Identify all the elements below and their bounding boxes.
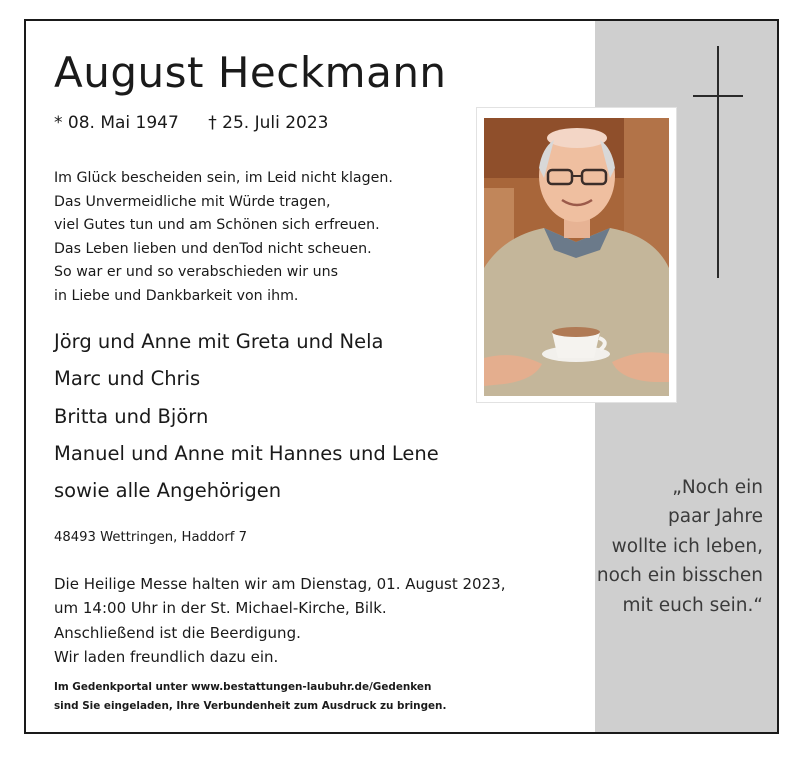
service-line: Wir laden freundlich dazu ein. (54, 647, 279, 666)
quote-line: paar Jahre (667, 506, 763, 528)
mourner-line: Marc und Chris (54, 367, 201, 391)
poem (54, 167, 393, 309)
obituary-notice (24, 19, 779, 734)
poem-line: in Liebe und Dankbarkeit von ihm. (54, 287, 299, 304)
poem-line: Das Unvermeidliche mit Würde tragen, (54, 193, 331, 210)
poem-line: Das Leben lieben und denTod nicht scheuen. (54, 240, 372, 257)
memorial-portal-note (54, 678, 446, 716)
poem-line: So war er und so verabschieden wir uns (54, 264, 338, 281)
mourner-line: sowie alle Angehörigen (54, 479, 282, 503)
birth-date: * 08. Mai 1947 (54, 113, 179, 133)
deceased-name: August Heckmann (54, 48, 447, 97)
quote-line: noch ein bisschen (596, 565, 763, 587)
cross-bar (693, 95, 743, 97)
mourners-list (54, 323, 439, 509)
quote-line: mit euch sein.“ (622, 594, 763, 616)
mourner-line: Manuel und Anne mit Hannes und Lene (54, 441, 439, 465)
family-address: 48493 Wettringen, Haddorf 7 (54, 530, 247, 545)
portrait-photo (484, 118, 669, 396)
cross-icon (717, 46, 719, 278)
portrait-frame (477, 108, 676, 402)
mourner-line: Britta und Björn (54, 404, 209, 428)
service-line: um 14:00 Uhr in der St. Michael-Kirche, Bilk. (54, 599, 387, 618)
life-dates (54, 113, 328, 133)
quote (597, 473, 763, 620)
footer-line: Im Gedenkportal unter www.bestattungen-laubuhr.de/Gedenken (54, 681, 432, 693)
service-line: Die Heilige Messe halten wir am Dienstag, 01. August 2023, (54, 575, 506, 593)
footer-line: sind Sie eingeladen, Ihre Verbundenheit zum Ausdruck zu bringen. (54, 700, 447, 712)
portrait-illustration (484, 118, 669, 396)
quote-line: „Noch ein (672, 477, 763, 498)
service-info (54, 572, 505, 669)
service-line: Anschließend ist die Beerdigung. (54, 623, 301, 642)
poem-line: viel Gutes tun und am Schönen sich erfreuen. (54, 217, 380, 234)
poem-line: Im Glück bescheiden sein, im Leid nicht klagen. (54, 170, 393, 186)
death-date: † 25. Juli 2023 (208, 113, 329, 133)
quote-line: wollte ich leben, (611, 535, 763, 557)
mourner-line: Jörg und Anne mit Greta und Nela (54, 330, 384, 353)
